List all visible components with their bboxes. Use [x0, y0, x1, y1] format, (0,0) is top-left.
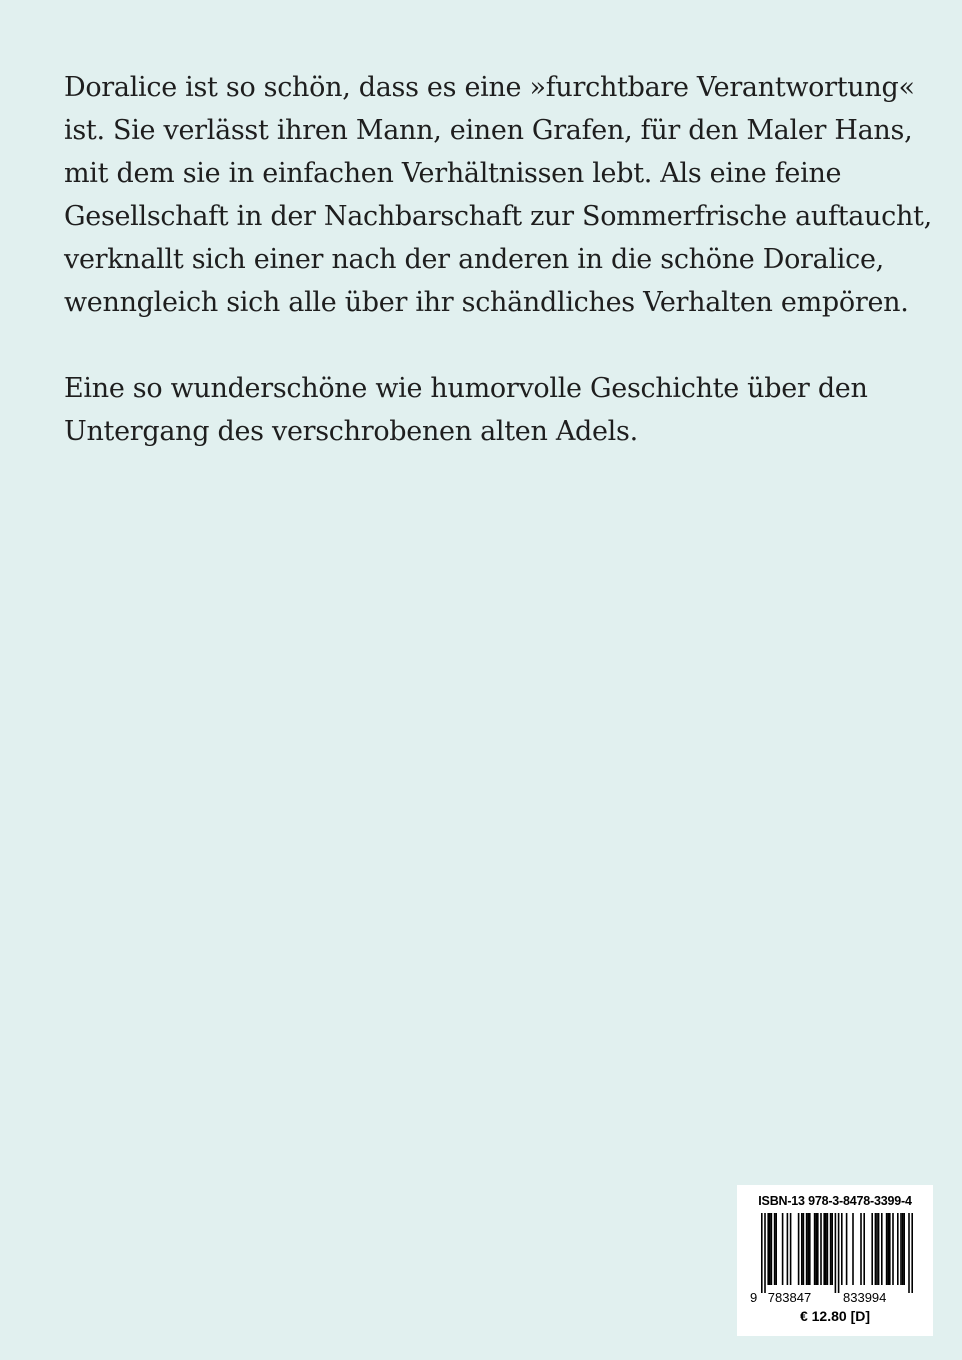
barcode-bar — [801, 1213, 803, 1285]
barcode-digits: 783847 — [767, 1290, 812, 1305]
barcode-bar — [820, 1213, 822, 1285]
barcode-bar — [774, 1213, 776, 1285]
barcode-bar — [838, 1213, 840, 1293]
barcode-bar — [875, 1213, 877, 1285]
barcode-bar — [782, 1213, 784, 1285]
barcode-bar — [841, 1213, 843, 1285]
barcode-bar — [860, 1213, 862, 1285]
barcode-bar — [878, 1213, 880, 1285]
barcode-bar — [876, 1213, 878, 1285]
barcode-bar — [814, 1213, 816, 1285]
blurb-line: ist. Sie verlässt ihren Mann, einen Grafen, für den Maler Hans, — [64, 115, 913, 146]
barcode-bar — [831, 1213, 833, 1285]
blurb-line: Eine so wunderschöne wie humorvolle Geschichte über den — [64, 373, 868, 404]
barcode-icon — [749, 1213, 921, 1305]
price-label: € 12.80 [D] — [799, 1308, 871, 1324]
barcode-bar — [787, 1213, 789, 1285]
barcode-bar — [827, 1213, 829, 1285]
blurb-line: mit dem sie in einfachen Verhältnissen lebt. Als eine feine — [64, 158, 842, 189]
barcode-bar — [825, 1213, 827, 1285]
barcode-bar — [809, 1213, 811, 1285]
barcode-bar — [863, 1213, 865, 1285]
barcode-bar — [761, 1213, 763, 1293]
back-cover-blurb — [64, 66, 932, 453]
barcode-bar — [769, 1213, 771, 1285]
barcode-bar — [807, 1213, 809, 1285]
blurb-paragraph-1 — [64, 66, 932, 324]
barcode-bar — [871, 1213, 873, 1285]
barcode-bar — [767, 1213, 769, 1285]
blurb-line: Doralice ist so schön, dass es eine »furchtbare Verantwortung« — [64, 72, 915, 103]
barcode-bar — [846, 1213, 848, 1285]
barcode-bar — [775, 1213, 777, 1285]
barcode-bar — [902, 1213, 904, 1285]
barcode-digits: 833994 — [843, 1290, 887, 1305]
barcode-bar — [903, 1213, 905, 1285]
barcode-digits: 9 — [750, 1290, 758, 1305]
barcode-bar — [908, 1213, 910, 1293]
barcode-bar — [911, 1213, 913, 1293]
barcode-bar — [881, 1213, 883, 1285]
blurb-paragraph-2 — [64, 367, 914, 453]
barcode-bar — [887, 1213, 889, 1285]
barcode-bar — [823, 1213, 825, 1285]
barcode-bar — [835, 1213, 837, 1293]
blurb-line: Gesellschaft in der Nachbarschaft zur Sommerfrische auftaucht, — [64, 201, 932, 232]
blurb-line: verknallt sich einer nach der anderen in die schöne Doralice, — [64, 244, 884, 275]
barcode-bar — [790, 1213, 792, 1285]
barcode-bar — [852, 1213, 854, 1285]
barcode-bar — [900, 1213, 902, 1285]
barcode-bar — [771, 1213, 773, 1285]
barcode-bar — [815, 1213, 817, 1285]
barcode-bar — [803, 1213, 805, 1285]
barcode-bar — [892, 1213, 894, 1285]
isbn-label: ISBN-13 978-3-8478-3399-4 — [758, 1194, 912, 1208]
barcode-bar — [830, 1213, 832, 1285]
blurb-line: wenngleich sich alle über ihr schändliches Verhalten empören. — [64, 287, 909, 318]
barcode-bar — [798, 1213, 800, 1285]
isbn-barcode-box — [737, 1185, 933, 1336]
blurb-line: Untergang des verschrobenen alten Adels. — [64, 416, 638, 447]
barcode-bar — [897, 1213, 899, 1285]
barcode-bar — [806, 1213, 808, 1285]
barcode-bar — [889, 1213, 891, 1285]
barcode-bar — [764, 1213, 766, 1293]
barcode-bar — [817, 1213, 819, 1285]
barcode-bar — [886, 1213, 888, 1285]
